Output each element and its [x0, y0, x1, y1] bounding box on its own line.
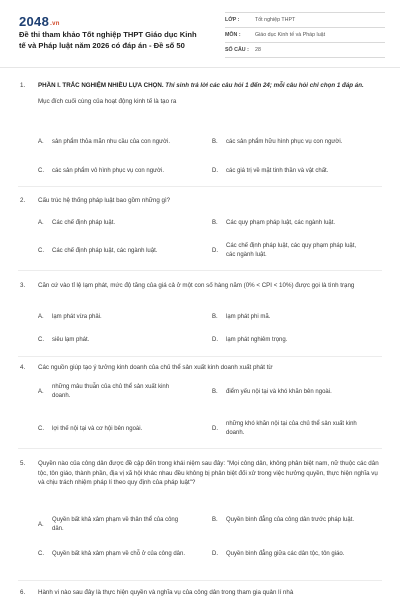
option-a[interactable] [38, 313, 187, 322]
option-text: lạm phát vừa phải. [52, 314, 102, 320]
question-text: Quyền nào của công dân được đề cập đến trong khái niệm sau đây: "Mọi công dân, không phân biệt nam, nữ thuộc các dân tộc, tôn giáo, thành phần, địa vị xã hội khác nhau đều không bị phân biệt đối xử trong việc hưởng quyền, thực hiện nghĩa vụ và chịu trách nhiệm pháp lí theo quy định của pháp luật"? [38, 460, 379, 486]
site-logo[interactable]: 2048.vn [19, 14, 60, 29]
option-text: những khó khăn nội tại của chủ thể sản xuất kinh doanh. [226, 421, 357, 436]
question-divider [18, 186, 382, 187]
option-d[interactable] [212, 420, 361, 438]
question-text: Các nguồn giúp tạo ý tưởng kinh doanh của chủ thể sản xuất kinh doanh xuất phát từ [38, 364, 273, 371]
option-text: điểm yếu nội tại và khó khăn bên ngoài. [226, 389, 332, 395]
option-letter: D. [212, 247, 218, 254]
meta-key: MÔN : [225, 32, 241, 38]
option-b[interactable] [212, 516, 361, 525]
section-title: PHẦN I. TRẮC NGHIỆM NHIỀU LỰA CHỌN. [38, 82, 164, 89]
option-c[interactable] [38, 425, 212, 434]
question-number: 2. [20, 197, 26, 204]
option-a[interactable] [38, 219, 187, 228]
page-header [0, 0, 400, 64]
option-text: lạm phát phi mã. [226, 314, 271, 320]
question-text: Hành vi nào sau đây là thực hiện quyền và nghĩa vụ của công dân trong tham gia quản lí nhà [38, 589, 294, 596]
question-3 [0, 281, 400, 291]
meta-row-count [225, 43, 385, 58]
question-number: 4. [20, 364, 26, 371]
option-letter: D. [212, 425, 218, 432]
option-letter: C. [38, 551, 44, 557]
document-title: Đề thi tham khảo Tốt nghiệp THPT Giáo dục Kinh tế và Pháp luật năm 2026 có đáp án - Đề số 50 [19, 30, 197, 50]
question-5 [0, 459, 400, 488]
question-text: Căn cứ vào tỉ lệ lạm phát, mức độ tăng của giá cả ở một con số hàng năm (0% < CPI < 10%) được gọi là tình trạng [38, 282, 355, 289]
option-c[interactable] [38, 247, 212, 256]
question-4 [0, 363, 400, 373]
meta-key: SỐ CÂU : [225, 47, 249, 53]
option-text: Các chế định pháp luật. [52, 220, 116, 226]
option-letter: B. [212, 389, 218, 395]
option-text: sản phẩm thỏa mãn nhu cầu của con người. [52, 139, 171, 145]
option-letter: A. [38, 388, 44, 395]
option-text: lợi thế nội tại và cơ hội bên ngoài. [52, 426, 143, 432]
option-letter: C. [38, 248, 44, 254]
option-letter: B. [212, 139, 218, 145]
option-a[interactable] [38, 516, 187, 534]
option-text: Các chế định pháp luật, các quy phạm pháp luật, các ngành luật. [226, 243, 357, 258]
option-letter: D. [212, 551, 218, 557]
option-letter: A. [38, 521, 44, 528]
option-a[interactable] [38, 138, 187, 147]
meta-row-subject [225, 28, 385, 43]
option-letter: B. [212, 517, 218, 523]
section-instructions: Thí sinh trả lời các câu hỏi 1 đến 24; mỗi câu hỏi chỉ chọn 1 đáp án. [165, 82, 364, 89]
option-letter: C. [38, 168, 44, 174]
option-letter: A. [38, 139, 44, 145]
question-number: 5. [20, 460, 26, 467]
option-letter: B. [212, 220, 218, 226]
question-divider [18, 270, 382, 271]
option-d[interactable] [212, 550, 361, 559]
meta-key: LỚP : [225, 17, 240, 23]
option-c[interactable] [38, 336, 187, 345]
option-text: Quyền bình đẳng giữa các dân tộc, tôn giáo. [226, 551, 345, 557]
question-divider [18, 580, 382, 581]
option-d[interactable] [212, 242, 361, 260]
option-letter: D. [212, 337, 218, 343]
option-letter: C. [38, 426, 44, 432]
option-letter: D. [212, 168, 218, 174]
question-divider [18, 448, 382, 449]
option-c[interactable] [38, 550, 187, 559]
option-d[interactable] [212, 336, 361, 345]
option-text: Quyền bất khả xâm phạm về thân thể của công dân. [52, 517, 179, 532]
meta-value: 28 [255, 47, 261, 53]
meta-value: Giáo dục Kinh tế và Pháp luật [255, 32, 326, 38]
option-c[interactable] [38, 167, 187, 176]
option-letter: C. [38, 337, 44, 343]
option-text: Quyền bất khả xâm phạm về chỗ ở của công dân. [52, 551, 186, 557]
option-text: Các chế định pháp luật, các ngành luật. [52, 248, 158, 254]
option-a[interactable] [38, 383, 187, 401]
option-text: siêu lạm phát. [52, 337, 90, 343]
option-text: các sản phẩm vô hình phục vụ con người. [52, 168, 165, 174]
option-letter: A. [38, 314, 44, 320]
question-2 [0, 196, 400, 206]
question-text: Mục đích cuối cùng của hoạt động kinh tế là tạo ra [38, 97, 177, 105]
option-text: Quyền bình đẳng của công dân trước pháp luật. [226, 517, 355, 523]
option-text: các sản phẩm hữu hình phục vụ con người. [226, 139, 343, 145]
option-b[interactable] [212, 313, 361, 322]
meta-row-class [225, 12, 385, 28]
question-1 [0, 81, 400, 106]
option-letter: B. [212, 314, 218, 320]
option-text: các giá trị về mặt tinh thần và vật chất. [226, 168, 329, 174]
option-b[interactable] [212, 388, 386, 397]
option-b[interactable] [212, 138, 361, 147]
question-divider [18, 356, 382, 357]
option-text: những mâu thuẫn của chủ thể sản xuất kinh doanh. [52, 384, 170, 399]
option-letter: A. [38, 220, 44, 226]
exam-meta-table [225, 12, 385, 58]
question-text: Cấu trúc hệ thống pháp luật bao gồm những gì? [38, 197, 171, 204]
option-text: lạm phát nghiêm trọng. [226, 337, 288, 343]
question-number: 3. [20, 282, 26, 289]
option-d[interactable] [212, 167, 361, 176]
header-divider [0, 67, 400, 68]
meta-value: Tốt nghiệp THPT [255, 17, 296, 23]
question-number: 1. [20, 82, 26, 89]
question-number: 6. [20, 589, 26, 596]
option-text: Các quy phạm pháp luật, các ngành luật. [226, 220, 336, 226]
question-6 [0, 588, 400, 598]
option-b[interactable] [212, 219, 386, 228]
